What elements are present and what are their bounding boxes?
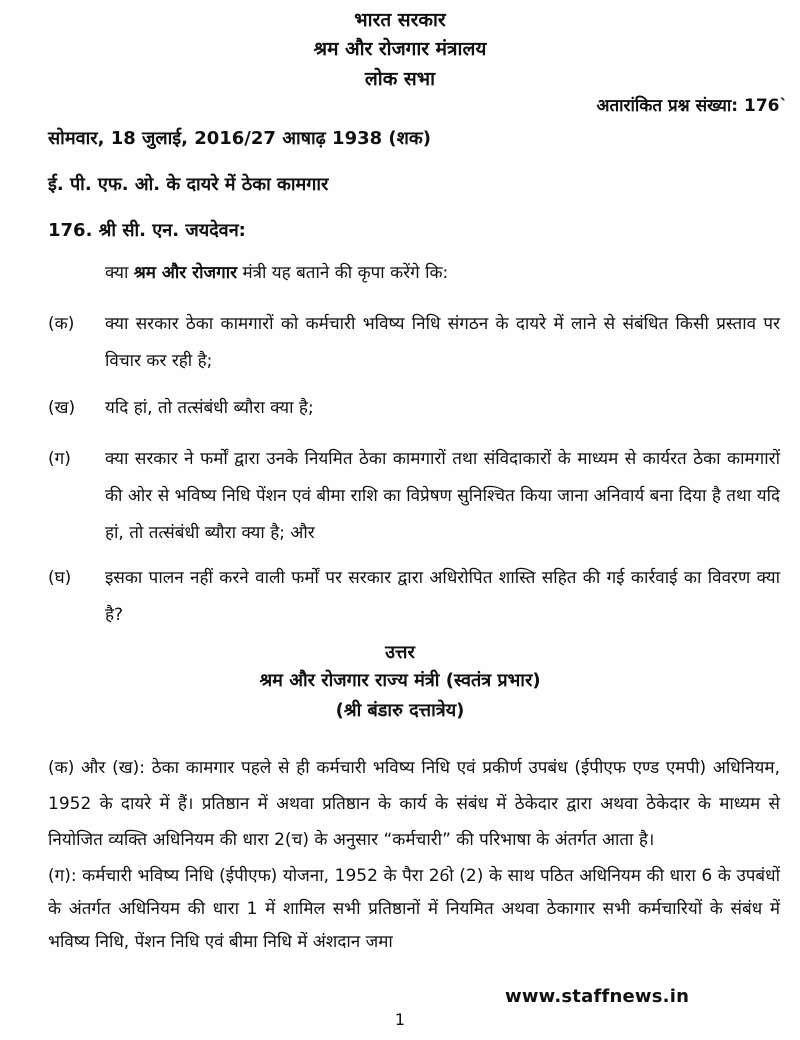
minister-name: (श्री बंडारु दत्तात्रेय) xyxy=(335,700,465,721)
question-intro-suffix: मंत्री यह बताने की कृपा करेंगे कि: xyxy=(237,263,449,283)
question-item-text: यदि हां, तो तत्संबंधी ब्यौरा क्या है; xyxy=(105,398,314,418)
subject-line: ई. पी. एफ. ओ. के दायरे में ठेका कामगार xyxy=(48,174,329,195)
question-item-text: क्या सरकार ठेका कामगारों को कर्मचारी भविष्य निधि संगठन के दायरे में लाने से संबंधित किसी प्रस्ताव पर विचार कर रही है; xyxy=(105,314,780,371)
answer-heading: उत्तर xyxy=(385,642,415,663)
question-intro-prefix: क्या xyxy=(105,263,134,283)
question-item-label: (ग) xyxy=(48,449,71,469)
question-item-label: (घ) xyxy=(48,568,72,588)
watermark-staffnews: www.staffnews.in xyxy=(505,986,690,1007)
question-item-ka xyxy=(48,306,780,380)
question-item-kha xyxy=(48,390,780,427)
minister-title: श्रम और रोजगार राज्य मंत्री (स्वतंत्र प्रभार) xyxy=(259,670,541,691)
question-item-text: इसका पालन नहीं करने वाली फर्मों पर सरकार द्वारा अधिरोपित शास्ति सहित की गई कार्रवाई का विवरण क्या है? xyxy=(105,568,780,625)
date-line: सोमवार, 18 जुलाई, 2016/27 आषाढ़ 1938 (शक) xyxy=(48,128,431,149)
question-item-gha xyxy=(48,560,780,634)
answer-paragraph-ka-kha: (क) और (ख): ठेका कामगार पहले से ही कर्मचारी भविष्य निधि एवं प्रकीर्ण उपबंध (ईपीएफ एण्ड एमपी) अधिनियम, 1952 के दायरे में हैं। प्रतिष्ठान में अथवा प्रतिष्ठान के कार्य के संबंध में ठेकेदार द्वारा अथवा ठेकेदार के माध्यम से नियोजित व्यक्ति अधिनियम की धारा 2(च) के अनुसार “कर्मचारी” की परिभाषा के अंतर्गत आता है। xyxy=(48,758,780,850)
question-intro xyxy=(105,260,780,286)
header-government: भारत सरकार xyxy=(354,9,446,31)
asker-line: 176. श्री सी. एन. जयदेवन: xyxy=(48,220,246,241)
page-number: 1 xyxy=(394,1010,406,1029)
question-number-line: अतारांकित प्रश्न संख्या: 176` xyxy=(596,96,788,116)
header-ministry: श्रम और रोजगार मंत्रालय xyxy=(313,38,487,60)
question-intro-ministry: श्रम और रोजगार xyxy=(133,263,238,283)
question-item-label: (ख) xyxy=(48,398,76,418)
question-item-ga xyxy=(48,441,780,552)
question-item-label: (क) xyxy=(48,314,75,334)
header-house: लोक सभा xyxy=(364,68,436,90)
question-item-text: क्या सरकार ने फर्मों द्वारा उनके नियमित ठेका कामगारों तथा संविदाकारों के माध्यम से कार्यरत ठेका कामगारों की ओर से भविष्य निधि पेंशन एवं बीमा राशि का विप्रेषण सुनिश्चित किया जाना अनिवार्य बना दिया है तथा यदि हां, तो तत्संबंधी ब्यौरा क्या है; और xyxy=(105,449,780,543)
answer-paragraph-ga: (ग): कर्मचारी भविष्य निधि (ईपीएफ) योजना, 1952 के पैरा 26ो (2) के साथ पठित अधिनियम की धारा 6 के उपबंधों के अंतर्गत अधिनियम की धारा 1 में शामिल सभी प्रतिष्ठानों में नियमित अथवा ठेकागार सभी कर्मचारियों के संबंध में भविष्य निधि, पेंशन निधि एवं बीमा निधि में अंशदान जमा xyxy=(48,866,780,952)
